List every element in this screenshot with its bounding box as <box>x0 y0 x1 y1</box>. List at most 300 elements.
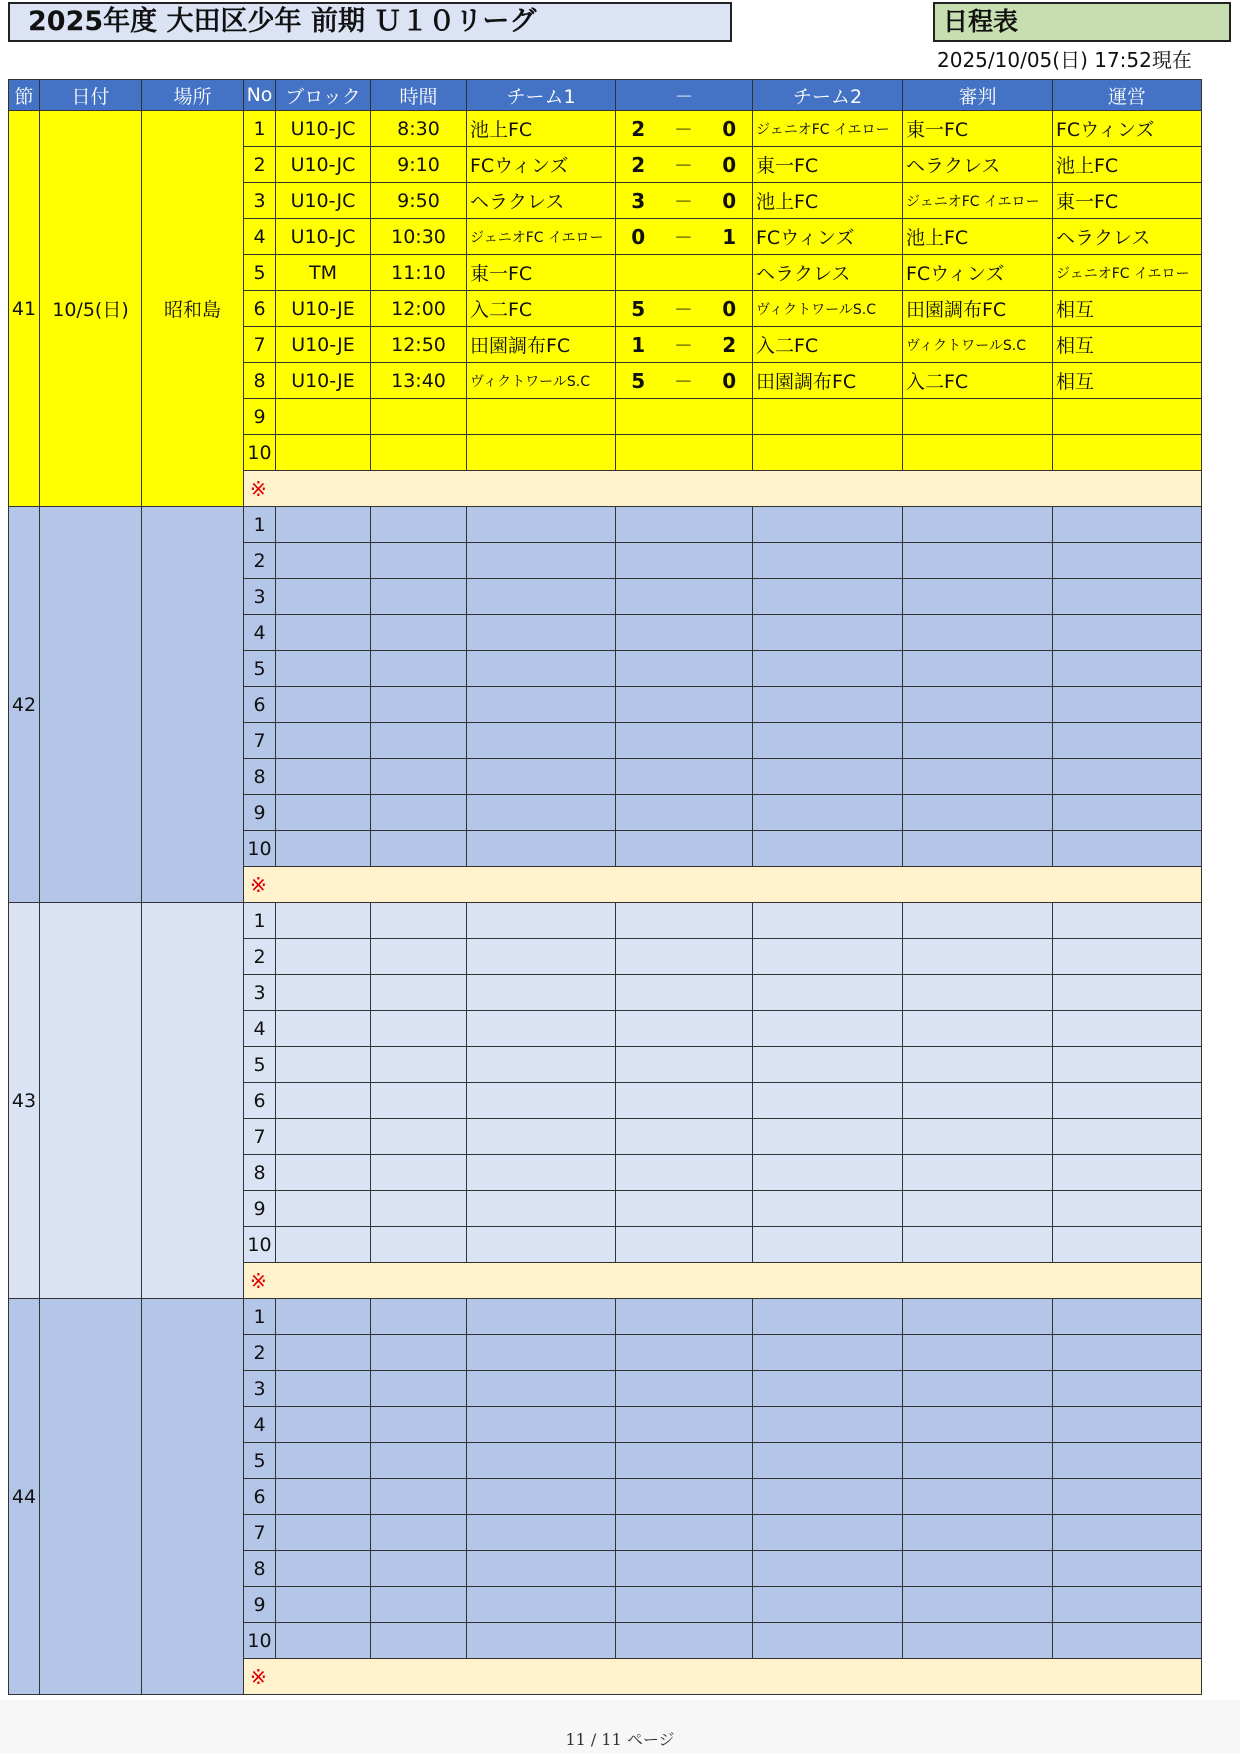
round-date <box>40 903 142 1299</box>
team2-cell <box>753 1623 903 1659</box>
note-mark: ※ <box>244 1263 1202 1299</box>
col-team2: チーム2 <box>753 80 903 111</box>
match-no: 7 <box>244 723 276 759</box>
team1-cell <box>467 1119 616 1155</box>
match-time <box>371 687 467 723</box>
team1-cell <box>467 1083 616 1119</box>
col-staff: 運営 <box>1053 80 1202 111</box>
note-mark: ※ <box>244 471 1202 507</box>
score-team2 <box>707 759 753 795</box>
match-time <box>371 1155 467 1191</box>
referee-cell <box>903 1371 1053 1407</box>
team2-cell <box>753 579 903 615</box>
staff-cell <box>1053 1479 1202 1515</box>
referee-cell: ジェニオFC イエロー <box>903 183 1053 219</box>
match-time <box>371 1011 467 1047</box>
team2-cell: 池上FC <box>753 183 903 219</box>
score-team1 <box>616 1191 661 1227</box>
staff-cell <box>1053 1083 1202 1119</box>
referee-cell <box>903 1335 1053 1371</box>
score-team1 <box>616 939 661 975</box>
match-block <box>276 1443 371 1479</box>
match-no: 3 <box>244 579 276 615</box>
score-team1: 5 <box>616 363 661 399</box>
match-block <box>276 579 371 615</box>
referee-cell: ヴィクトワールS.C <box>903 327 1053 363</box>
score-dash <box>661 975 707 1011</box>
score-team2 <box>707 1335 753 1371</box>
match-no: 1 <box>244 1299 276 1335</box>
match-block <box>276 1299 371 1335</box>
match-no: 2 <box>244 1335 276 1371</box>
referee-cell <box>903 723 1053 759</box>
score-dash <box>661 1515 707 1551</box>
team2-cell <box>753 975 903 1011</box>
staff-cell <box>1053 795 1202 831</box>
staff-cell <box>1053 1335 1202 1371</box>
col-team1: チーム1 <box>467 80 616 111</box>
match-time: 12:50 <box>371 327 467 363</box>
match-no: 8 <box>244 759 276 795</box>
score-team2 <box>707 795 753 831</box>
team1-cell <box>467 1047 616 1083</box>
referee-cell: FCウィンズ <box>903 255 1053 291</box>
header-row <box>9 80 1202 111</box>
match-block <box>276 795 371 831</box>
match-time <box>371 507 467 543</box>
score-team1 <box>616 1299 661 1335</box>
team1-cell <box>467 723 616 759</box>
score-dash: － <box>661 327 707 363</box>
match-time <box>371 939 467 975</box>
staff-cell: ジェニオFC イエロー <box>1053 255 1202 291</box>
staff-cell <box>1053 831 1202 867</box>
match-block <box>276 1155 371 1191</box>
referee-cell <box>903 1479 1053 1515</box>
team1-cell: 池上FC <box>467 111 616 147</box>
staff-cell <box>1053 687 1202 723</box>
referee-cell <box>903 1011 1053 1047</box>
team1-cell <box>467 1551 616 1587</box>
referee-cell <box>903 939 1053 975</box>
staff-cell <box>1053 1191 1202 1227</box>
col-venue: 場所 <box>142 80 244 111</box>
score-team1: 0 <box>616 219 661 255</box>
team2-cell <box>753 723 903 759</box>
schedule-body <box>9 111 1202 1695</box>
match-no: 10 <box>244 1227 276 1263</box>
team2-cell <box>753 507 903 543</box>
referee-cell <box>903 687 1053 723</box>
round-number: 44 <box>9 1299 40 1695</box>
match-no: 8 <box>244 1551 276 1587</box>
team1-cell <box>467 1407 616 1443</box>
score-team1 <box>616 687 661 723</box>
match-no: 6 <box>244 1083 276 1119</box>
match-no: 9 <box>244 1587 276 1623</box>
match-block <box>276 1227 371 1263</box>
match-time <box>371 651 467 687</box>
team2-cell <box>753 795 903 831</box>
match-time <box>371 831 467 867</box>
team1-cell: 田園調布FC <box>467 327 616 363</box>
team2-cell <box>753 1191 903 1227</box>
team1-cell <box>467 1623 616 1659</box>
score-team1: 5 <box>616 291 661 327</box>
score-dash <box>661 1335 707 1371</box>
match-time: 10:30 <box>371 219 467 255</box>
score-team2 <box>707 831 753 867</box>
match-no: 5 <box>244 651 276 687</box>
match-no: 1 <box>244 111 276 147</box>
team2-cell: FCウィンズ <box>753 219 903 255</box>
score-dash: － <box>661 111 707 147</box>
team2-cell <box>753 1119 903 1155</box>
score-team2 <box>707 1443 753 1479</box>
match-block <box>276 759 371 795</box>
score-team1 <box>616 975 661 1011</box>
team2-cell <box>753 1299 903 1335</box>
score-team2 <box>707 399 753 435</box>
score-team2 <box>707 1119 753 1155</box>
team1-cell <box>467 1335 616 1371</box>
match-block <box>276 975 371 1011</box>
team2-cell <box>753 1407 903 1443</box>
team1-cell <box>467 1011 616 1047</box>
team2-cell <box>753 435 903 471</box>
staff-cell <box>1053 903 1202 939</box>
match-time <box>371 1047 467 1083</box>
referee-cell <box>903 1623 1053 1659</box>
match-block <box>276 399 371 435</box>
score-dash <box>661 831 707 867</box>
round-venue <box>142 1299 244 1695</box>
team2-cell <box>753 1011 903 1047</box>
referee-cell <box>903 1299 1053 1335</box>
schedule-label: 日程表 <box>933 2 1231 42</box>
score-dash <box>661 543 707 579</box>
referee-cell: 池上FC <box>903 219 1053 255</box>
match-time <box>371 579 467 615</box>
score-dash <box>661 1407 707 1443</box>
score-dash <box>661 1299 707 1335</box>
match-time: 11:10 <box>371 255 467 291</box>
referee-cell <box>903 1191 1053 1227</box>
staff-cell: 東一FC <box>1053 183 1202 219</box>
match-no: 6 <box>244 291 276 327</box>
match-time <box>371 1335 467 1371</box>
team1-cell <box>467 1299 616 1335</box>
match-time <box>371 1299 467 1335</box>
score-team2 <box>707 687 753 723</box>
match-no: 5 <box>244 255 276 291</box>
team2-cell <box>753 1155 903 1191</box>
score-team1 <box>616 1335 661 1371</box>
team1-cell <box>467 1371 616 1407</box>
match-block <box>276 543 371 579</box>
score-team2 <box>707 615 753 651</box>
staff-cell <box>1053 651 1202 687</box>
team1-cell <box>467 687 616 723</box>
team1-cell: ヴィクトワールS.C <box>467 363 616 399</box>
referee-cell <box>903 435 1053 471</box>
score-team1 <box>616 579 661 615</box>
score-team1: 2 <box>616 111 661 147</box>
staff-cell <box>1053 579 1202 615</box>
match-block <box>276 1587 371 1623</box>
score-team1 <box>616 507 661 543</box>
score-team1 <box>616 723 661 759</box>
team1-cell <box>467 939 616 975</box>
match-block <box>276 1479 371 1515</box>
referee-cell <box>903 1155 1053 1191</box>
match-no: 3 <box>244 975 276 1011</box>
match-time <box>371 1551 467 1587</box>
col-date: 日付 <box>40 80 142 111</box>
score-team1 <box>616 1083 661 1119</box>
match-no: 7 <box>244 327 276 363</box>
team2-cell <box>753 651 903 687</box>
match-block <box>276 1407 371 1443</box>
match-no: 6 <box>244 1479 276 1515</box>
match-time <box>371 399 467 435</box>
referee-cell <box>903 543 1053 579</box>
team2-cell <box>753 1371 903 1407</box>
score-team1 <box>616 1371 661 1407</box>
team2-cell <box>753 1587 903 1623</box>
match-no: 4 <box>244 1011 276 1047</box>
team1-cell <box>467 831 616 867</box>
referee-cell <box>903 615 1053 651</box>
score-dash <box>661 687 707 723</box>
team1-cell: 東一FC <box>467 255 616 291</box>
score-team2 <box>707 507 753 543</box>
match-block <box>276 723 371 759</box>
team1-cell <box>467 1479 616 1515</box>
score-dash <box>661 759 707 795</box>
score-team2 <box>707 1083 753 1119</box>
match-time <box>371 1227 467 1263</box>
match-block <box>276 1623 371 1659</box>
staff-cell <box>1053 1011 1202 1047</box>
match-block: U10-JE <box>276 363 371 399</box>
match-time <box>371 1191 467 1227</box>
score-team1 <box>616 1623 661 1659</box>
page-title: 2025年度 大田区少年 前期 Ｕ１０リーグ <box>8 2 732 42</box>
score-team2 <box>707 255 753 291</box>
score-team2 <box>707 1011 753 1047</box>
match-no: 1 <box>244 507 276 543</box>
referee-cell <box>903 1515 1053 1551</box>
match-time <box>371 1587 467 1623</box>
score-dash <box>661 1155 707 1191</box>
match-row <box>9 507 1202 543</box>
round-number: 42 <box>9 507 40 903</box>
score-dash <box>661 435 707 471</box>
schedule-table <box>8 79 1202 1695</box>
score-team1 <box>616 615 661 651</box>
staff-cell: ヘラクレス <box>1053 219 1202 255</box>
team2-cell <box>753 615 903 651</box>
match-block <box>276 939 371 975</box>
score-dash <box>661 1371 707 1407</box>
score-team2 <box>707 1407 753 1443</box>
referee-cell <box>903 795 1053 831</box>
referee-cell <box>903 903 1053 939</box>
match-time: 9:50 <box>371 183 467 219</box>
team2-cell <box>753 1443 903 1479</box>
referee-cell <box>903 1407 1053 1443</box>
team1-cell: FCウィンズ <box>467 147 616 183</box>
staff-cell <box>1053 507 1202 543</box>
staff-cell <box>1053 399 1202 435</box>
match-time <box>371 1083 467 1119</box>
team2-cell: ヴィクトワールS.C <box>753 291 903 327</box>
score-team2 <box>707 939 753 975</box>
referee-cell <box>903 399 1053 435</box>
score-team2 <box>707 1227 753 1263</box>
score-dash <box>661 507 707 543</box>
page-number: 11 / 11 ページ <box>565 1730 675 1749</box>
score-dash <box>661 1443 707 1479</box>
staff-cell <box>1053 1047 1202 1083</box>
col-block: ブロック <box>276 80 371 111</box>
score-team2 <box>707 1587 753 1623</box>
match-no: 8 <box>244 1155 276 1191</box>
match-time <box>371 615 467 651</box>
team1-cell <box>467 399 616 435</box>
match-block: U10-JC <box>276 183 371 219</box>
match-no: 2 <box>244 147 276 183</box>
referee-cell <box>903 975 1053 1011</box>
score-team2: 0 <box>707 291 753 327</box>
score-team2 <box>707 1047 753 1083</box>
staff-cell <box>1053 1515 1202 1551</box>
score-team2 <box>707 579 753 615</box>
staff-cell: 相互 <box>1053 327 1202 363</box>
staff-cell: 相互 <box>1053 363 1202 399</box>
match-time: 8:30 <box>371 111 467 147</box>
staff-cell <box>1053 435 1202 471</box>
score-team2 <box>707 1299 753 1335</box>
team1-cell: ジェニオFC イエロー <box>467 219 616 255</box>
round-venue <box>142 903 244 1299</box>
team1-cell <box>467 1443 616 1479</box>
score-team2 <box>707 723 753 759</box>
staff-cell <box>1053 1227 1202 1263</box>
score-team2 <box>707 435 753 471</box>
match-block <box>276 651 371 687</box>
match-no: 9 <box>244 399 276 435</box>
match-time <box>371 1443 467 1479</box>
match-block <box>276 1371 371 1407</box>
match-row <box>9 1299 1202 1335</box>
referee-cell <box>903 507 1053 543</box>
score-dash <box>661 1047 707 1083</box>
round-date: 10/5(日) <box>40 111 142 507</box>
match-time <box>371 795 467 831</box>
score-team1: 3 <box>616 183 661 219</box>
match-row <box>9 903 1202 939</box>
score-team2: 0 <box>707 147 753 183</box>
team2-cell <box>753 1047 903 1083</box>
score-team1 <box>616 1047 661 1083</box>
team1-cell <box>467 1587 616 1623</box>
score-team2 <box>707 975 753 1011</box>
score-dash <box>661 651 707 687</box>
score-dash <box>661 1119 707 1155</box>
match-block <box>276 903 371 939</box>
match-time <box>371 1119 467 1155</box>
round-number: 43 <box>9 903 40 1299</box>
match-time <box>371 1623 467 1659</box>
score-team2 <box>707 1515 753 1551</box>
staff-cell <box>1053 723 1202 759</box>
match-no: 4 <box>244 219 276 255</box>
staff-cell <box>1053 1551 1202 1587</box>
match-no: 2 <box>244 543 276 579</box>
team1-cell <box>467 759 616 795</box>
score-dash <box>661 399 707 435</box>
score-team1 <box>616 1155 661 1191</box>
score-dash <box>661 1551 707 1587</box>
score-team1 <box>616 795 661 831</box>
match-block <box>276 435 371 471</box>
team2-cell <box>753 687 903 723</box>
staff-cell <box>1053 939 1202 975</box>
score-team2 <box>707 1479 753 1515</box>
team1-cell <box>467 903 616 939</box>
score-team2: 0 <box>707 111 753 147</box>
round-venue <box>142 507 244 903</box>
team1-cell <box>467 507 616 543</box>
team1-cell <box>467 579 616 615</box>
score-dash <box>661 255 707 291</box>
match-no: 10 <box>244 831 276 867</box>
team2-cell <box>753 1335 903 1371</box>
referee-cell <box>903 1587 1053 1623</box>
title-spacer <box>8 42 782 78</box>
score-dash: － <box>661 219 707 255</box>
match-time <box>371 903 467 939</box>
team2-cell <box>753 939 903 975</box>
referee-cell <box>903 1083 1053 1119</box>
score-team1 <box>616 1515 661 1551</box>
team1-cell <box>467 1515 616 1551</box>
score-dash <box>661 795 707 831</box>
referee-cell: 東一FC <box>903 111 1053 147</box>
match-time <box>371 435 467 471</box>
team1-cell <box>467 615 616 651</box>
referee-cell <box>903 651 1053 687</box>
match-no: 9 <box>244 795 276 831</box>
update-timestamp: 2025/10/05(日) 17:52現在 <box>937 48 1192 72</box>
match-block <box>276 1335 371 1371</box>
score-dash <box>661 903 707 939</box>
note-mark: ※ <box>244 1659 1202 1695</box>
score-team1 <box>616 903 661 939</box>
match-block <box>276 1011 371 1047</box>
team2-cell: 田園調布FC <box>753 363 903 399</box>
staff-cell <box>1053 1587 1202 1623</box>
team1-cell <box>467 1227 616 1263</box>
team2-cell <box>753 1083 903 1119</box>
match-time <box>371 975 467 1011</box>
team1-cell <box>467 651 616 687</box>
match-no: 7 <box>244 1119 276 1155</box>
score-team1 <box>616 255 661 291</box>
match-block <box>276 1515 371 1551</box>
